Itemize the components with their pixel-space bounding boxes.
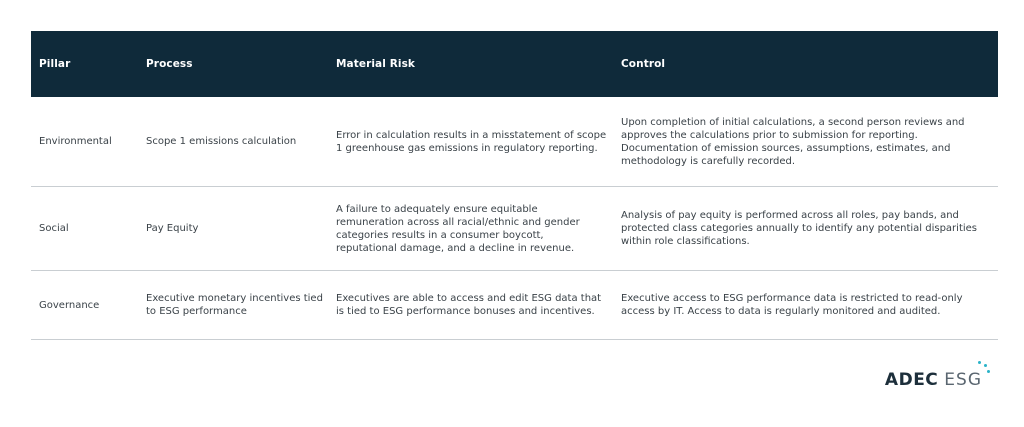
header-material-risk: Material Risk <box>336 58 416 70</box>
table-row <box>31 97 998 187</box>
process-cell: Pay Equity <box>146 223 199 234</box>
pillar-cell: Governance <box>39 299 100 311</box>
header-control: Control <box>621 58 666 70</box>
logo-dots-icon <box>976 361 990 373</box>
control-cell: Executive access to ESG performance data is restricted to read-only access by IT. Access to data is regularly monitored and audited. <box>621 293 963 317</box>
pillar-cell: Environmental <box>39 136 112 147</box>
pillar-cell: Social <box>39 223 69 234</box>
table-row <box>31 271 998 340</box>
esg-risk-table <box>31 31 998 340</box>
table-row <box>31 187 998 271</box>
control-cell: Upon completion of initial calculations, a second person reviews and approves the calculations prior to submission for reporting. Documentation of emission sources, assumptions, estimates, and methodology is carefully recorded. <box>621 116 965 167</box>
process-cell: Executive monetary incentives tied to ESG performance <box>146 293 323 317</box>
risk-cell: Executives are able to access and edit ESG data that is tied to ESG performance bonuses and incentives. <box>336 293 602 317</box>
logo-text-bold: ADEC <box>884 370 939 390</box>
risk-cell: Error in calculation results in a misstatement of scope 1 greenhouse gas emissions in regulatory reporting. <box>336 129 607 154</box>
process-cell: Scope 1 emissions calculation <box>146 136 297 147</box>
control-cell: Analysis of pay equity is performed across all roles, pay bands, and protected class categories annually to identify any potential disparities within role classifications. <box>621 210 978 247</box>
logo-text-light <box>944 370 982 390</box>
header-process: Process <box>146 58 193 70</box>
adec-esg-logo <box>885 370 982 390</box>
table-header <box>31 31 998 97</box>
risk-cell: A failure to adequately ensure equitable remuneration across all racial/ethnic and gender categories results in a consumer boycott, reputational damage, and a decline in revenue. <box>336 203 580 254</box>
logo-text-esg: ESG <box>944 370 982 390</box>
header-pillar: Pillar <box>39 58 71 70</box>
